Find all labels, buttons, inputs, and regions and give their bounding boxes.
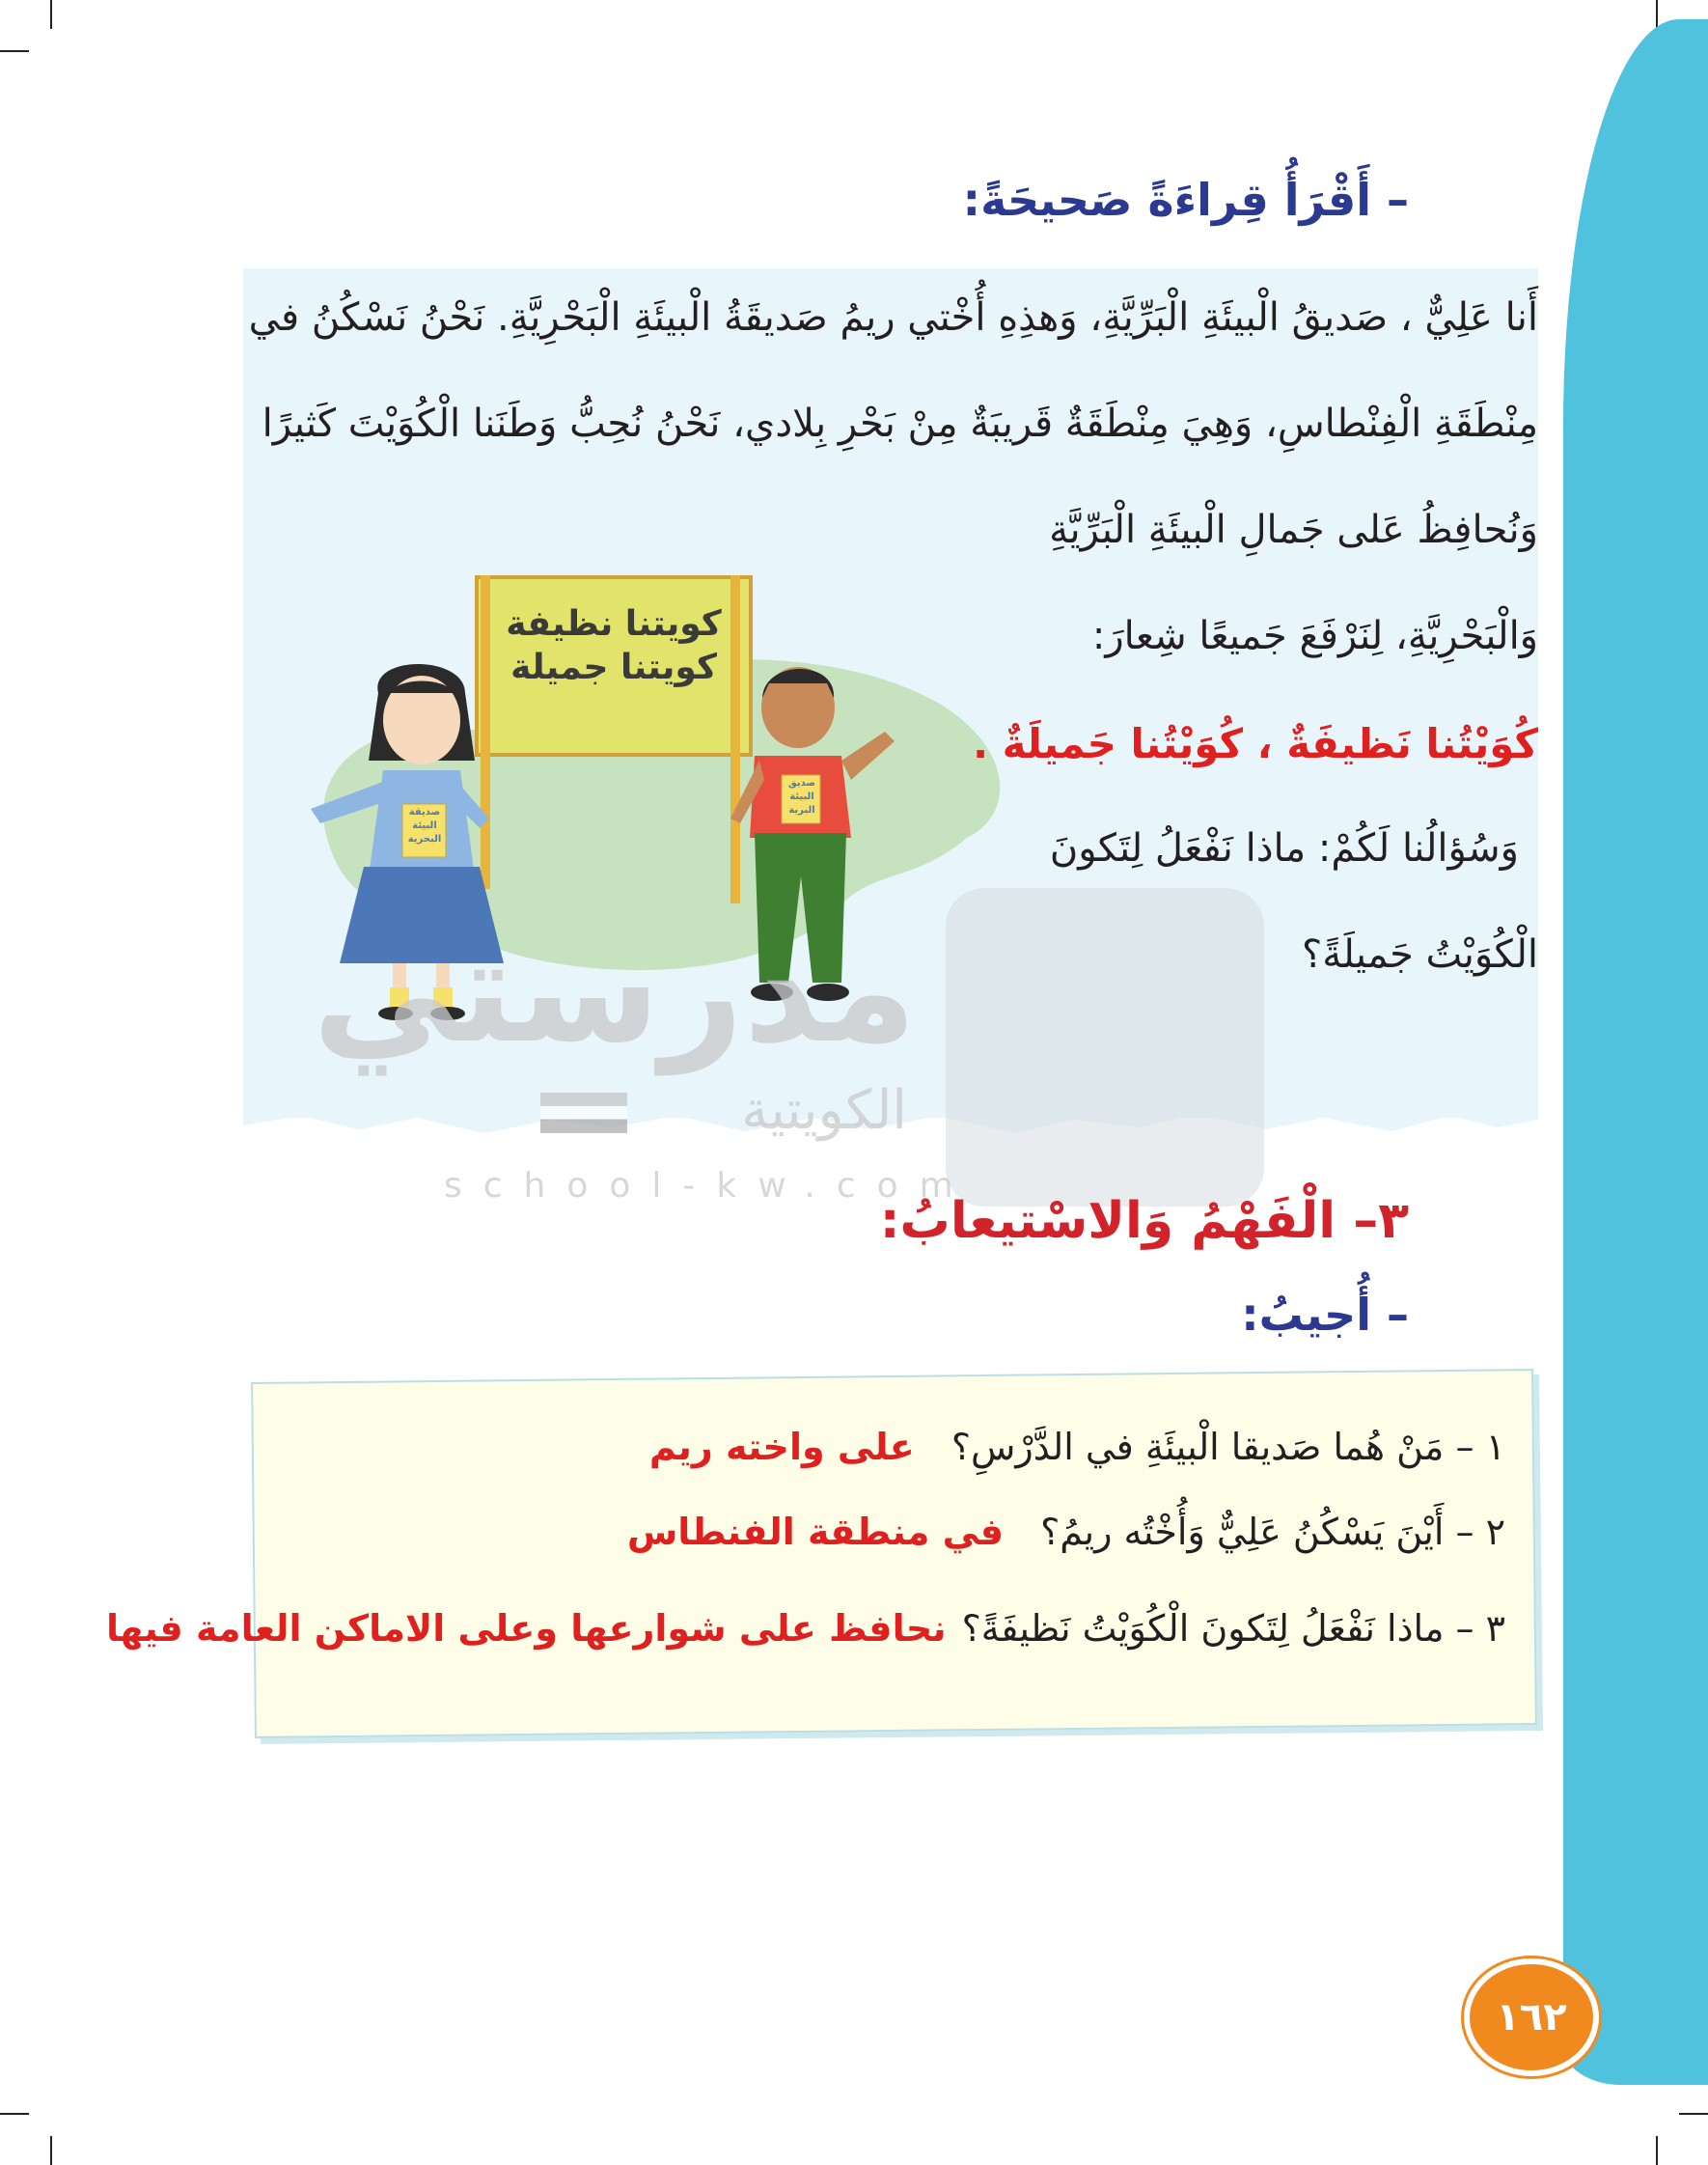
- answer-heading: – أُجيبُ:: [1241, 1289, 1409, 1341]
- watermark-flag: [540, 1093, 627, 1133]
- passage-line-2: مِنْطَقَةِ الْفِنْطاسِ، وَهِيَ مِنْطَقَةٌ قَريبَةٌ مِنْ بَحْرِ بِلادي، نَحْنُ نُحِبُّ وَطَنَنا الْكُوَيْتَ كَثيرًا: [262, 402, 1538, 446]
- watermark-brand: مدرستي: [312, 907, 917, 1075]
- crop-mark: [0, 2113, 29, 2115]
- question-2-text: ٢ – أَيْنَ يَسْكُنُ عَلِيٌّ وَأُخْتُه ريمُ؟: [1040, 1511, 1505, 1553]
- question-3: [106, 1607, 1505, 1650]
- crop-mark: [1656, 0, 1658, 29]
- page-number: ١٦٢: [1496, 1995, 1567, 2040]
- boy-badge: صديق البيئة البرية: [787, 778, 816, 816]
- passage-line-4: وَالْبَحْرِيَّةِ، لِنَرْفَعَ جَميعًا شِعارَ:: [1091, 614, 1538, 658]
- crop-mark: [0, 50, 29, 52]
- read-heading: – أَقْرَأُ قِراءَةً صَحيحَةً:: [962, 174, 1409, 226]
- sign-text-line2: كويتنا جميلة: [510, 648, 717, 687]
- decorative-sidebar: [1563, 19, 1708, 2085]
- section-3-heading: ٣– الْفَهْمُ وَالاسْتيعابُ:: [879, 1192, 1409, 1250]
- crop-mark: [1679, 2113, 1708, 2115]
- page-number-badge: [1464, 1958, 1599, 2076]
- passage-line-6: وَسُؤالُنا لَكُمْ: ماذا نَفْعَلُ لِتَكونَ: [1049, 826, 1519, 871]
- passage-line-1: أَنا عَلِيٌّ ، صَديقُ الْبيئَةِ الْبَرِّيَّةِ، وَهذِهِ أُخْتي ريمُ صَديقَةُ الْبيئَةِ الْبَحْرِيَّةِ. نَحْنُ نَسْكُنُ في: [248, 295, 1538, 340]
- watermark-logo: [946, 888, 1264, 1207]
- slogan-line: كُوَيْتُنا نَظيفَةٌ ، كُوَيْتُنا جَميلَةٌ .: [973, 720, 1538, 767]
- answer-1: على واخته ريم: [648, 1426, 915, 1468]
- crop-mark: [50, 0, 52, 29]
- question-3-text: ٣ – ماذا نَفْعَلُ لِتَكونَ الْكُوَيْتُ نَظيفَةً؟: [961, 1607, 1505, 1650]
- crop-mark: [50, 2136, 52, 2165]
- watermark-url: school-kw.com: [444, 1166, 975, 1206]
- sign-text-line1: كويتنا نظيفة: [506, 604, 722, 644]
- questions-box: [251, 1369, 1537, 1738]
- question-1: [649, 1426, 1505, 1468]
- question-2: [627, 1511, 1505, 1553]
- question-1-text: ١ – مَنْ هُما صَديقا الْبيئَةِ في الدَّرْسِ؟: [950, 1426, 1505, 1468]
- watermark-subtitle: الكويتية: [741, 1079, 907, 1142]
- passage-line-3: وَنُحافِظُ عَلى جَمالِ الْبيئَةِ الْبَرِّيَّةِ: [1049, 508, 1538, 552]
- crop-mark: [1656, 2136, 1658, 2165]
- passage-line-7: الْكُوَيْتُ جَميلَةً؟: [1301, 932, 1538, 977]
- answer-3: نحافظ على شوارعها وعلى الاماكن العامة فيها: [106, 1607, 947, 1650]
- girl-badge: صديقة البيئة البحرية: [407, 807, 442, 845]
- answer-2: في منطقة الفنطاس: [626, 1511, 1004, 1553]
